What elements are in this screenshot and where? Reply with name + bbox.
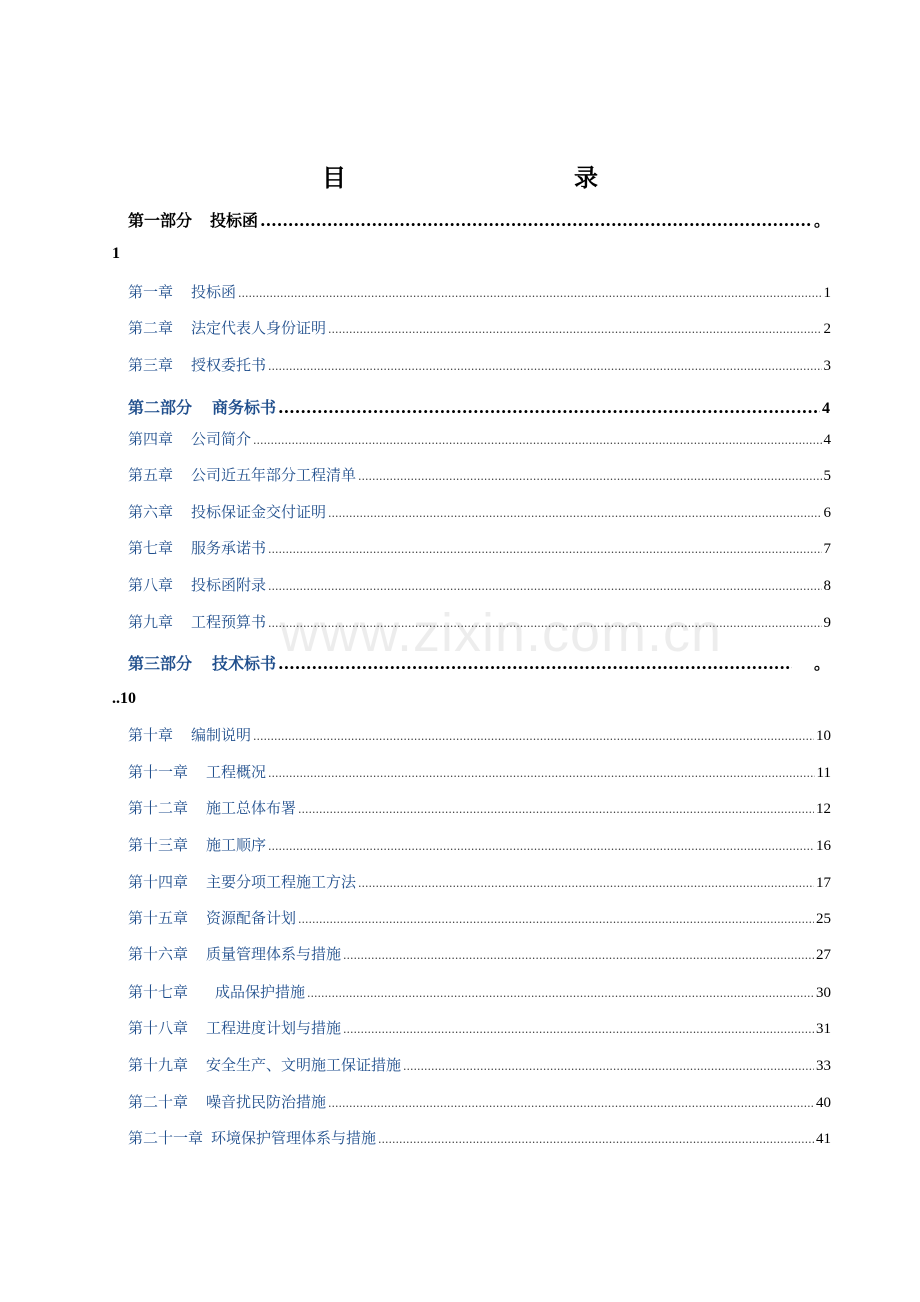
dot-leader [268,840,814,853]
toc-chapter-row[interactable] [128,724,831,745]
toc-chapter-row[interactable] [128,354,831,375]
chapter-title: 授权委托书 [191,356,267,374]
dot-leader [328,323,821,336]
chapter-title: 编制说明 [191,726,252,744]
part-label: 第一部分 [128,211,193,230]
dot-leader [278,398,820,417]
dot-leader [298,803,814,816]
chapter-title: 法定代表人身份证明 [191,319,327,337]
chapter-title: 投标函附录 [191,576,267,594]
chapter-title: 工程预算书 [191,613,267,631]
dot-leader [268,767,815,780]
chapter-title: 工程进度计划与措施 [206,1019,342,1037]
part-page-continuation: 1 [112,245,120,262]
toc-part-row[interactable] [128,395,830,418]
chapter-title: 工程概况 [206,763,267,781]
dot-leader [298,913,814,926]
chapter-label: 第十章 [128,726,174,744]
chapter-label: 第十二章 [128,799,189,817]
dot-leader [378,1133,814,1146]
chapter-page: 33 [816,1058,831,1074]
chapter-label: 第十七章 [128,983,189,1001]
chapter-label: 第十六章 [128,945,189,963]
part-page-continuation: ..10 [112,690,136,707]
toc-chapter-row[interactable] [128,871,831,892]
chapter-page: 27 [816,947,831,963]
chapter-label: 第一章 [128,283,174,301]
chapter-page: 12 [816,801,831,817]
chapter-title: 公司近五年部分工程清单 [191,466,357,484]
toc-chapter-row[interactable] [128,761,831,782]
chapter-page: 3 [823,358,831,374]
chapter-title: 施工总体布署 [206,799,297,817]
chapter-page: 31 [816,1021,831,1037]
chapter-page: 9 [823,615,831,631]
dot-leader [268,360,821,373]
chapter-title: 资源配备计划 [206,909,297,927]
chapter-label: 第十三章 [128,836,189,854]
toc-chapter-row[interactable] [128,281,831,302]
dot-leader [253,730,814,743]
chapter-label: 第十八章 [128,1019,189,1037]
part-title: 商务标书 [212,398,277,417]
chapter-page: 40 [816,1095,831,1111]
chapter-title: 质量管理体系与措施 [206,945,342,963]
chapter-label: 第二章 [128,319,174,337]
chapter-label: 第七章 [128,539,174,557]
part-page: 4 [822,400,830,417]
chapter-label: 第二十章 [128,1093,189,1111]
dot-leader [343,1023,814,1036]
toc-chapter-row[interactable] [128,981,831,1002]
chapter-page: 10 [816,728,831,744]
toc-title: 目 录 [322,163,658,192]
chapter-page: 16 [816,838,831,854]
watermark: www.zixin.com.cn [280,603,723,663]
chapter-page: 7 [823,541,831,557]
toc-chapter-row[interactable] [128,1017,831,1038]
toc-chapter-row[interactable] [128,501,831,522]
dot-leader [307,987,814,1000]
dot-leader [358,877,814,890]
dot-leader [260,211,812,230]
chapter-page: 11 [816,765,831,781]
chapter-page: 17 [816,875,831,891]
dot-leader [238,287,821,300]
toc-chapter-row[interactable] [128,834,831,855]
chapter-page: 6 [823,505,831,521]
toc-chapter-row[interactable] [128,574,831,595]
chapter-page: 2 [823,321,831,337]
chapter-page: 41 [816,1131,831,1147]
dot-leader [343,949,814,962]
chapter-page: 30 [816,985,831,1001]
chapter-label: 第四章 [128,430,174,448]
chapter-label: 第九章 [128,613,174,631]
chapter-title: 噪音扰民防治措施 [206,1093,327,1111]
chapter-label: 第十四章 [128,873,189,891]
chapter-page: 25 [816,911,831,927]
toc-chapter-row[interactable] [128,943,831,964]
chapter-title: 主要分项工程施工方法 [206,873,357,891]
part-page: 。 [813,213,830,230]
dot-leader [358,470,821,483]
chapter-title: 环境保护管理体系与措施 [211,1129,377,1147]
chapter-label: 第十五章 [128,909,189,927]
toc-chapter-row[interactable] [128,797,831,818]
chapter-label: 第十九章 [128,1056,189,1074]
chapter-title: 安全生产、文明施工保证措施 [206,1056,402,1074]
chapter-label: 第八章 [128,576,174,594]
part-label: 第二部分 [128,398,193,417]
toc-chapter-row[interactable] [128,317,831,338]
part-page: 。 [813,656,830,673]
dot-leader [268,543,821,556]
chapter-page: 1 [823,285,831,301]
chapter-title: 公司简介 [191,430,252,448]
chapter-label: 第六章 [128,503,174,521]
chapter-label: 第二十一章 [128,1129,204,1147]
toc-chapter-row[interactable] [128,464,831,485]
dot-leader [403,1060,814,1073]
chapter-label: 第三章 [128,356,174,374]
chapter-label: 第五章 [128,466,174,484]
chapter-title: 服务承诺书 [191,539,267,557]
part-title: 投标函 [210,211,259,230]
toc-chapter-row[interactable] [128,907,831,928]
chapter-title: 施工顺序 [206,836,267,854]
toc-chapter-row[interactable] [128,428,831,449]
toc-chapter-row[interactable] [128,1127,831,1148]
dot-leader [328,1097,814,1110]
chapter-page: 8 [823,578,831,594]
chapter-page: 5 [823,468,831,484]
dot-leader [253,434,821,447]
dot-leader [268,580,821,593]
part-label: 第三部分 [128,654,193,673]
chapter-label: 第十一章 [128,763,189,781]
chapter-title: 投标函 [191,283,237,301]
chapter-title: 成品保护措施 [215,983,306,1001]
dot-leader [328,507,821,520]
chapter-title: 投标保证金交付证明 [191,503,327,521]
part-title: 技术标书 [212,654,277,673]
chapter-page: 4 [823,432,831,448]
toc-chapter-row[interactable] [128,1054,831,1075]
toc-chapter-row[interactable] [128,537,831,558]
toc-chapter-row[interactable] [128,1091,831,1112]
toc-part-row[interactable] [128,208,830,231]
